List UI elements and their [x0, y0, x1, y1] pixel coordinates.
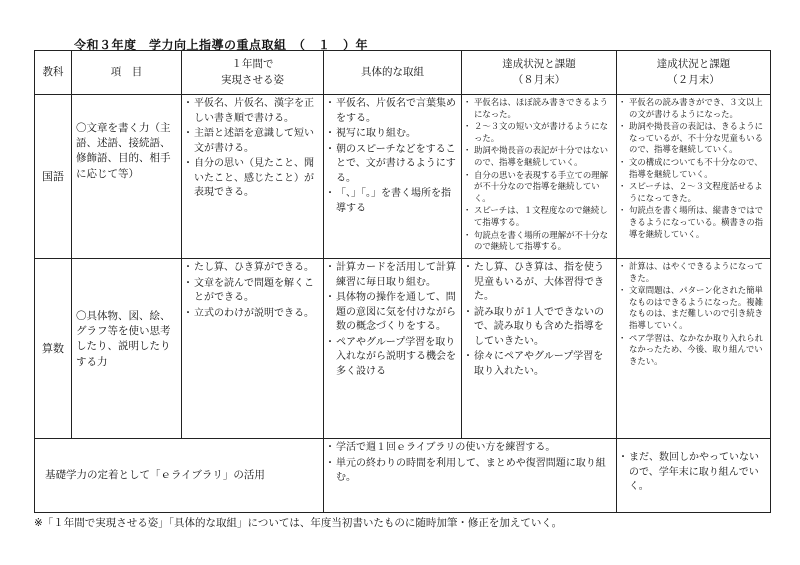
foundation-feb-item: ・ まだ、数回しかやっていないので、学年末に取り組んでいく。	[621, 451, 766, 495]
action-item: ・ 視写に取り組む。	[328, 127, 457, 142]
subject-math: 算数	[35, 259, 72, 439]
foundation-feb	[617, 439, 771, 513]
aug-item: ・ 平仮名は、ほぼ読み書きできるようになった。	[466, 97, 612, 120]
foundation-action-item: ・ 単元の終わりの時間を利用して、まとめや復習問題に取り組む。	[328, 457, 612, 486]
actions-japanese	[324, 95, 462, 259]
action-item: ・ 「、」「。」を書く場所を指導する	[328, 187, 457, 216]
action-item: ・ 計算カードを活用して計算練習に毎日取り組む。	[328, 261, 457, 290]
header-subject: 教科	[35, 51, 72, 95]
header-aug: 達成状況と課題 （８月末）	[462, 51, 617, 95]
foundation-action-item: ・ 学活で週１回ｅライブラリの使い方を練習する。	[328, 441, 612, 456]
actions-math	[324, 259, 462, 439]
aug-item: ・ スピーチは、１文程度なので継続して指導する。	[466, 205, 612, 228]
feb-item: ・ 文の構成についても不十分なので、指導を継続していく。	[621, 157, 766, 180]
header-action: 具体的な取組	[324, 51, 462, 95]
goals-japanese	[182, 95, 324, 259]
aug-item: ・ たし算、ひき算は、指を使う児童もいるが、大体習得できた。	[466, 261, 612, 305]
aug-item: ・ 徐々にペアやグループ学習を取り入れたい。	[466, 350, 612, 379]
aug-item: ・ 読み取りが１人でできないので、読み取りも含めた指導をしていきたい。	[466, 306, 612, 350]
page-title: 令和３年度 学力向上指導の重点取組 （ １ ）年	[74, 38, 369, 52]
aug-item: ・ ２～３文の短い文が書けるようになった。	[466, 121, 612, 144]
goal-item: ・ 文章を読んで問題を解くことができる。	[186, 277, 319, 306]
row-math	[35, 259, 771, 439]
goal-item: ・ 立式のわけが説明できる。	[186, 307, 319, 322]
aug-item: ・ 助詞や拗長音の表記が十分ではないので、指導を継続していく。	[466, 145, 612, 168]
action-item: ・ ペアやグループ学習を取り入れながら説明する機会を多く設ける	[328, 336, 457, 380]
aug-item: ・ 句読点を書く場所の理解が不十分なので継続して指導する。	[466, 230, 612, 253]
header-row	[35, 51, 771, 95]
goal-item: ・ 平仮名、片仮名、漢字を正しい書き順で書ける。	[186, 97, 319, 126]
priority-plan-table	[34, 50, 771, 513]
feb-item: ・ 助詞や拗長音の表記は、きるようになっているが、不十分な児童もいるので、指導を継続していく。	[621, 121, 766, 156]
header-item: 項 目	[72, 51, 182, 95]
action-item: ・ 具体物の操作を通して、問題の意図に気を付けながら数の概念づくりをする。	[328, 291, 457, 335]
aug-item: ・ 自分の思いを表現する手立ての理解が不十分なので指導を継続していく。	[466, 170, 612, 205]
goal-item: ・ 主語と述語を意識して短い文が書ける。	[186, 127, 319, 156]
feb-item: ・ 平仮名の読み書きができ、３文以上の文が書けるようになった。	[621, 97, 766, 120]
subject-japanese: 国語	[35, 95, 72, 259]
feb-item: ・ ペア学習は、なかなか取り入れられなかったため、今後、取り組んでいきたい。	[621, 333, 766, 368]
feb-item: ・ スピーチは、２～３文程度話せるようになってきた。	[621, 181, 766, 204]
target-japanese: 〇文章を書く力（主語、述語、接続語、修飾語、目的、相手に応じて等）	[72, 95, 182, 259]
foundation-actions	[324, 439, 617, 513]
feb-item: ・ 計算は、はやくできるようになってきた。	[621, 261, 766, 284]
foundation-label: 基礎学力の定着として「ｅライブラリ」の活用	[35, 439, 324, 513]
goals-math	[182, 259, 324, 439]
action-item: ・ 朝のスピーチなどをすることで、文が書けるようにする。	[328, 143, 457, 187]
feb-math	[617, 259, 771, 439]
row-japanese	[35, 95, 771, 259]
aug-math	[462, 259, 617, 439]
goal-item: ・ たし算、ひき算ができる。	[186, 261, 319, 276]
feb-japanese	[617, 95, 771, 259]
footnote: ※「１年間で実現させる姿」「具体的な取組」については、年度当初書いたものに随時加筆・修正を加えていく。	[34, 517, 563, 529]
header-feb: 達成状況と課題 （２月末）	[617, 51, 771, 95]
feb-item: ・ 文章問題は、パターン化された簡単なものはできるようになった。複雑なものは、まだ難しいので引き続き指導していく。	[621, 285, 766, 331]
target-math: 〇具体物、図、絵、グラフ等を使い思考したり、説明したりする力	[72, 259, 182, 439]
aug-japanese	[462, 95, 617, 259]
feb-item: ・ 句読点を書く場所は、縦書きではできるようになっている。横書きの指導を継続していく。	[621, 205, 766, 240]
row-foundation	[35, 439, 771, 513]
goal-item: ・ 自分の思い（見たこと、聞いたこと、感じたこと）が表現できる。	[186, 157, 319, 201]
action-item: ・ 平仮名、片仮名で言葉集めをする。	[328, 97, 457, 126]
header-goal: １年間で 実現させる姿	[182, 51, 324, 95]
